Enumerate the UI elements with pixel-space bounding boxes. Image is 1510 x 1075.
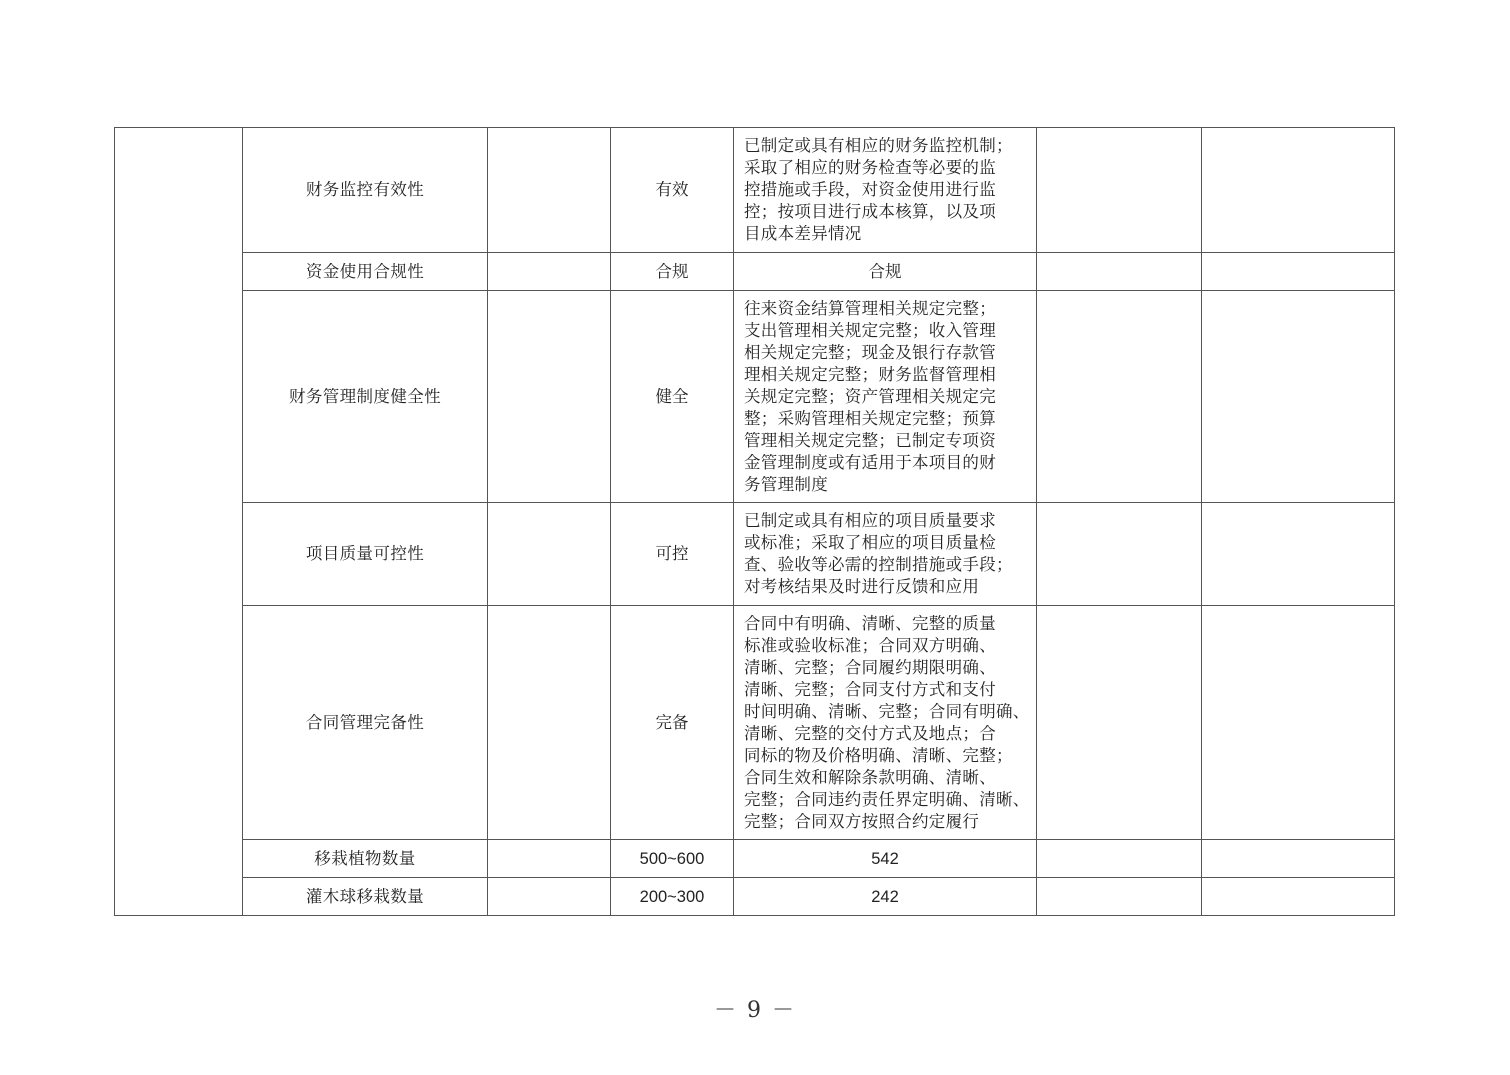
index-value-cell: 200~300 xyxy=(611,878,734,916)
empty-cell xyxy=(1037,840,1202,878)
page-number: － 9 － xyxy=(714,998,796,1023)
text-line: 对考核结果及时进行反馈和应用 xyxy=(744,577,980,596)
text-line: 采取了相应的财务检查等必要的监 xyxy=(744,158,996,177)
text-line: 务管理制度 xyxy=(744,474,828,494)
text-line: 完整；合同双方按照合约定履行 xyxy=(744,811,980,831)
table-row xyxy=(115,253,1395,291)
empty-cell xyxy=(1202,840,1395,878)
actual-value-cell xyxy=(734,503,1037,606)
text-line: 整；采购管理相关规定完整；预算 xyxy=(744,408,996,428)
text-line: 管理相关规定完整；已制定专项资 xyxy=(744,430,996,450)
actual-value-cell xyxy=(734,291,1037,503)
table-row xyxy=(115,291,1395,503)
empty-cell xyxy=(488,503,611,606)
index-value-cell: 完备 xyxy=(611,606,734,840)
indicator-name-cell: 资金使用合规性 xyxy=(243,253,488,291)
index-value-cell: 健全 xyxy=(611,291,734,503)
text-line: 合同生效和解除条款明确、清晰、 xyxy=(744,767,996,787)
text-line: 查、验收等必需的控制措施或手段； xyxy=(744,555,1013,574)
empty-cell xyxy=(1202,128,1395,253)
index-value-cell: 合规 xyxy=(611,253,734,291)
text-line: 已制定或具有相应的财务监控机制； xyxy=(744,136,1013,155)
performance-indicator-table xyxy=(114,127,1395,916)
table-row xyxy=(115,606,1395,840)
empty-cell xyxy=(1202,606,1395,840)
category-cell xyxy=(115,128,243,916)
indicator-name-cell: 灌木球移栽数量 xyxy=(243,878,488,916)
empty-cell xyxy=(488,840,611,878)
indicator-name-cell: 合同管理完备性 xyxy=(243,606,488,840)
empty-cell xyxy=(488,606,611,840)
text-line: 关规定完整；资产管理相关规定完 xyxy=(744,386,996,406)
text-line: 或标准；采取了相应的项目质量检 xyxy=(744,533,996,552)
actual-value-cell xyxy=(734,606,1037,840)
empty-cell xyxy=(1202,253,1395,291)
text-line: 清晰、完整的交付方式及地点；合 xyxy=(744,723,996,743)
indicator-name-cell: 财务管理制度健全性 xyxy=(243,291,488,503)
indicator-name-cell: 移栽植物数量 xyxy=(243,840,488,878)
index-value-cell: 可控 xyxy=(611,503,734,606)
empty-cell xyxy=(1202,291,1395,503)
text-line: 控措施或手段，对资金使用进行监 xyxy=(744,180,996,199)
text-line: 合同中有明确、清晰、完整的质量 xyxy=(744,613,996,633)
text-line: 同标的物及价格明确、清晰、完整； xyxy=(744,745,1013,765)
empty-cell xyxy=(488,291,611,503)
text-line: 支出管理相关规定完整；收入管理 xyxy=(744,320,996,340)
actual-value-cell: 542 xyxy=(734,840,1037,878)
table-row xyxy=(115,503,1395,606)
index-value-cell: 有效 xyxy=(611,128,734,253)
empty-cell xyxy=(1037,253,1202,291)
text-line: 清晰、完整；合同履约期限明确、 xyxy=(744,657,996,677)
text-line: 往来资金结算管理相关规定完整； xyxy=(744,298,996,318)
table-row xyxy=(115,840,1395,878)
actual-value-cell: 合规 xyxy=(734,253,1037,291)
text-line: 目成本差异情况 xyxy=(744,224,862,243)
empty-cell xyxy=(1202,503,1395,606)
empty-cell xyxy=(1037,128,1202,253)
indicator-name-cell: 项目质量可控性 xyxy=(243,503,488,606)
index-value-cell: 500~600 xyxy=(611,840,734,878)
indicator-name-cell: 财务监控有效性 xyxy=(243,128,488,253)
table-row xyxy=(115,128,1395,253)
table-row xyxy=(115,878,1395,916)
empty-cell xyxy=(1037,878,1202,916)
text-line: 完整；合同违约责任界定明确、清晰、 xyxy=(744,789,1030,809)
text-line: 标准或验收标准；合同双方明确、 xyxy=(744,635,996,655)
empty-cell xyxy=(488,878,611,916)
text-line: 理相关规定完整；财务监督管理相 xyxy=(744,364,996,384)
actual-value-cell: 242 xyxy=(734,878,1037,916)
empty-cell xyxy=(488,128,611,253)
empty-cell xyxy=(488,253,611,291)
actual-value-cell xyxy=(734,128,1037,253)
text-line: 相关规定完整；现金及银行存款管 xyxy=(744,342,996,362)
text-line: 金管理制度或有适用于本项目的财 xyxy=(744,452,996,472)
text-line: 已制定或具有相应的项目质量要求 xyxy=(744,511,996,530)
text-line: 时间明确、清晰、完整；合同有明确、 xyxy=(744,701,1030,721)
empty-cell xyxy=(1202,878,1395,916)
empty-cell xyxy=(1037,503,1202,606)
empty-cell xyxy=(1037,606,1202,840)
empty-cell xyxy=(1037,291,1202,503)
text-line: 控；按项目进行成本核算，以及项 xyxy=(744,202,996,221)
text-line: 清晰、完整；合同支付方式和支付 xyxy=(744,679,996,699)
